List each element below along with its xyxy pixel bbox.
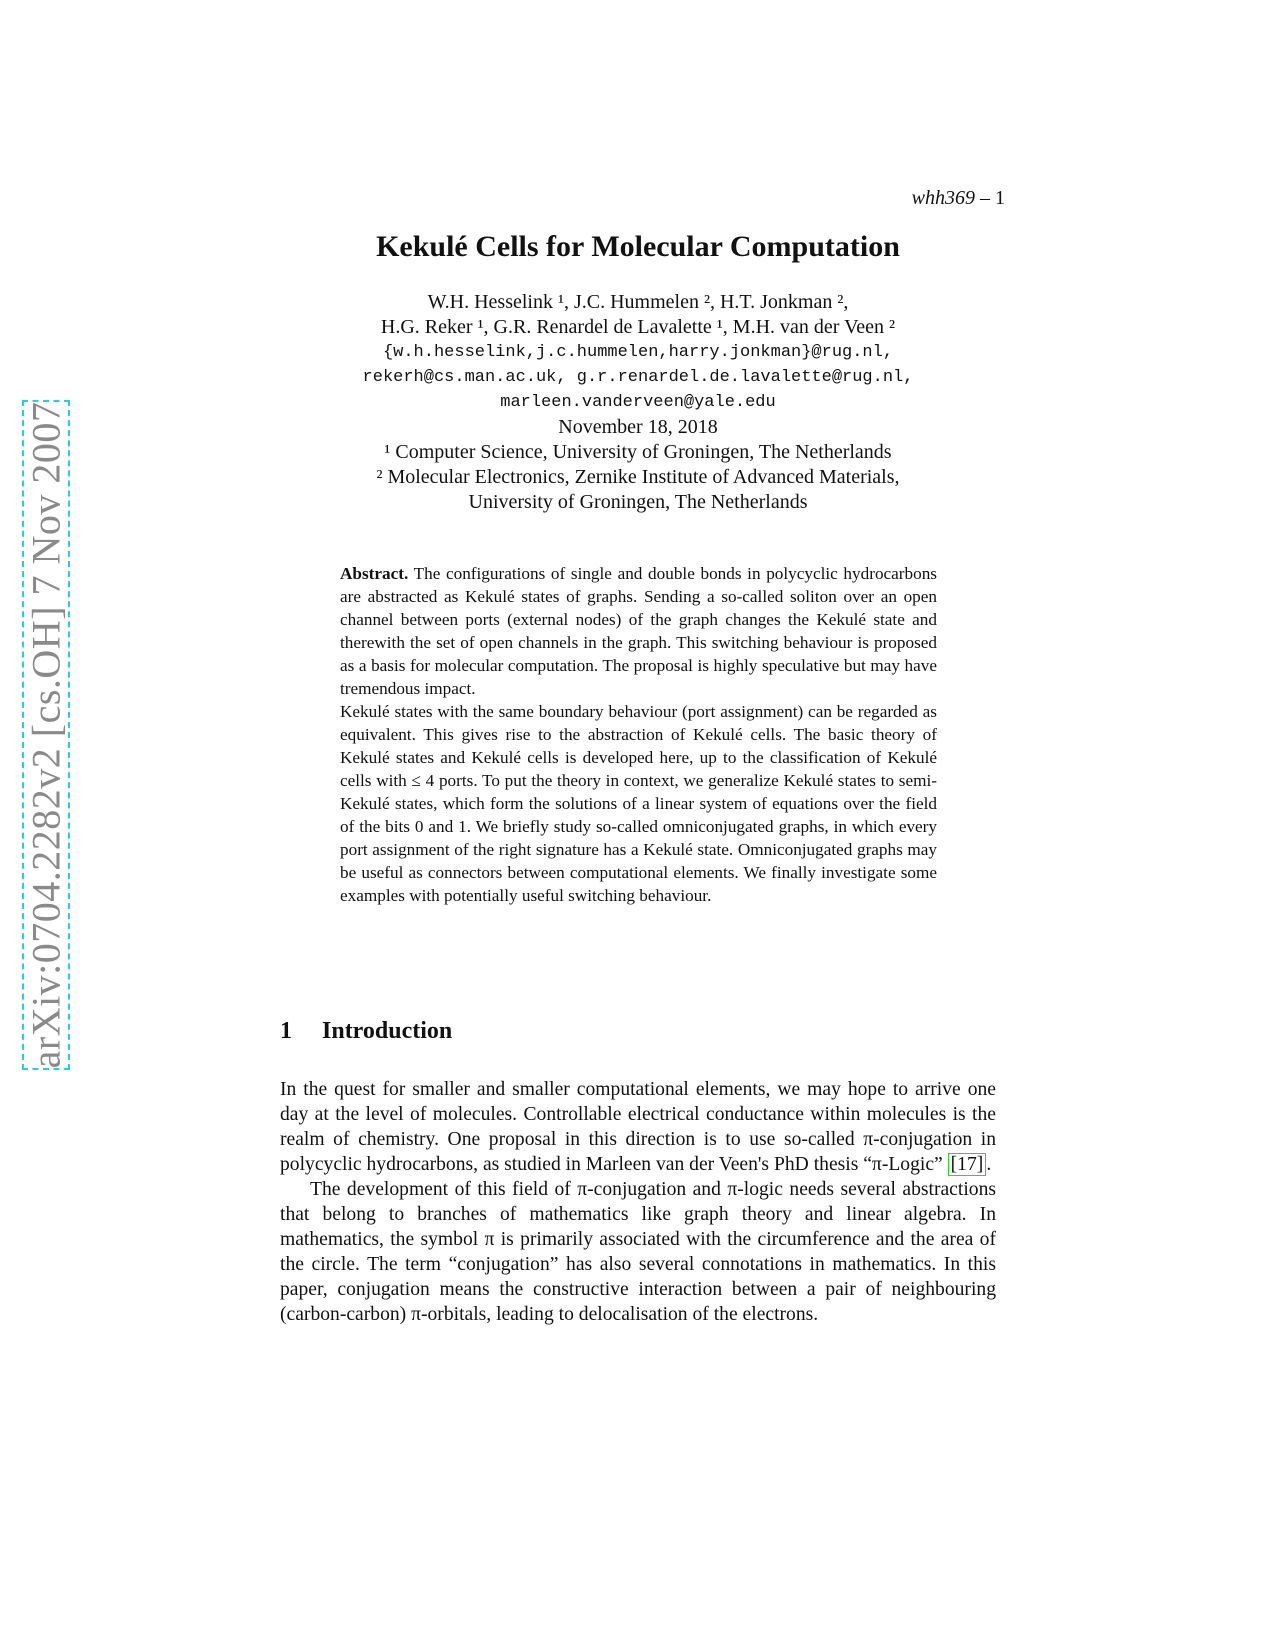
intro-paragraph-1: [280, 1077, 996, 1177]
abstract-paragraph-2: Kekulé states with the same boundary behaviour (port assignment) can be regarded as equivalent. This gives rise to the abstraction of Kekulé cells. The basic theory of Kekulé states and Kekulé cells is developed here, up to the classification of Kekulé cells with ≤ 4 ports. To put the theory in context, we generalize Kekulé states to semi-Kekulé states, which form the solutions of a linear system of equations over the field of the bits 0 and 1. We briefly study so-called omniconjugated graphs, in which every port assignment of the right signature has a Kekulé state. Omniconjugated graphs may be useful as connectors between computational elements. We finally investigate some examples with potentially useful switching behaviour.: [340, 702, 937, 905]
abstract-paragraph-1: [340, 562, 937, 700]
abstract: [340, 562, 937, 907]
intro-text-1: In the quest for smaller and smaller computational elements, we may hope to arrive one day at the level of molecules. Controllable electrical conductance within molecules is the realm of chemistry. One proposal in this direction is to use so-called π-conjugation in polycyclic hydrocarbons, as studied in Marleen van der Veen's PhD thesis “π-Logic”: [280, 1079, 996, 1175]
abstract-text-1: The configurations of single and double bonds in polycyclic hydrocarbons are abstracted as Kekulé states of graphs. Sending a so-called soliton over an open channel between ports (external nodes) of the graph changes the Kekulé state and therewith the set of open channels in the graph. This switching behaviour is proposed as a basis for molecular computation. The proposal is highly speculative but may have tremendous impact.: [340, 564, 937, 698]
affiliation-2b: University of Groningen, The Netherlands: [468, 491, 808, 513]
section-title: Introduction: [322, 1018, 453, 1044]
paper-date: November 18, 2018: [558, 416, 718, 438]
paper-code: whh369: [911, 187, 975, 209]
emails-line-1[interactable]: {w.h.hesselink,j.c.hummelen,harry.jonkman}@rug.nl,: [382, 343, 894, 362]
arxiv-stamp: [22, 400, 70, 1070]
paper-title: Kekulé Cells for Molecular Computation: [376, 230, 900, 263]
citation-link[interactable]: [17]: [948, 1153, 987, 1176]
author-block: [280, 290, 996, 515]
section-number: 1: [280, 1018, 292, 1044]
arxiv-id: arXiv:0704.2282v2 [cs.OH] 7 Nov 2007: [23, 401, 69, 1069]
running-head-sep: –: [975, 187, 995, 209]
emails-line-3[interactable]: marleen.vanderveen@yale.edu: [500, 393, 776, 412]
authors-line-1: W.H. Hesselink ¹, J.C. Hummelen ², H.T. Jonkman ²,: [427, 291, 849, 313]
running-head: [912, 187, 1005, 210]
intro-text-1-end: .: [986, 1154, 992, 1175]
affiliation-1: ¹ Computer Science, University of Groningen, The Netherlands: [384, 441, 892, 463]
section-heading: [280, 1018, 452, 1045]
authors-line-2: H.G. Reker ¹, G.R. Renardel de Lavalette ¹, M.H. van der Veen ²: [380, 316, 896, 338]
intro-body: [280, 1077, 996, 1327]
page-number: 1: [995, 187, 1005, 209]
intro-paragraph-2: The development of this field of π-conjugation and π-logic needs several abstractions that belong to branches of mathematics like graph theory and linear algebra. In mathematics, the symbol π is primarily associated with the circumference and the area of the circle. The term “conjugation” has also several connotations in mathematics. In this paper, conjugation means the constructive interaction between a pair of neighbouring (carbon-carbon) π-orbitals, leading to delocalisation of the electrons.: [280, 1179, 996, 1325]
emails-line-2[interactable]: rekerh@cs.man.ac.uk, g.r.renardel.de.lavalette@rug.nl,: [362, 368, 914, 387]
affiliation-2a: ² Molecular Electronics, Zernike Institute of Advanced Materials,: [376, 466, 900, 488]
abstract-label: Abstract.: [340, 564, 409, 583]
